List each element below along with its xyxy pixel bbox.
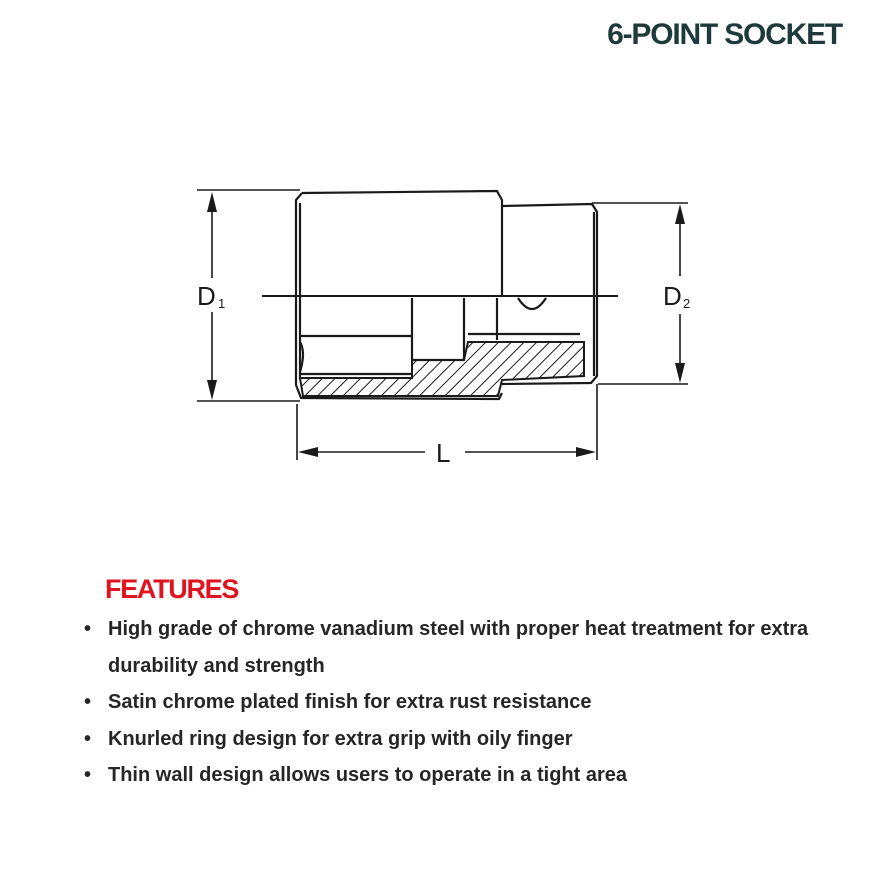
feature-text: Knurled ring design for extra grip with oily finger	[108, 727, 573, 750]
bullet-icon: •	[84, 764, 92, 786]
d1-subscript: 1	[218, 296, 226, 311]
features-list	[80, 611, 840, 794]
feature-text: Satin chrome plated finish for extra rust resistance	[108, 691, 592, 713]
feature-item	[80, 721, 840, 758]
feature-item	[80, 757, 840, 794]
socket-dimension-diagram	[190, 180, 710, 465]
feature-text: Thin wall design allows users to operate in a tight area	[108, 764, 628, 786]
page-title: 6-POINT SOCKET	[607, 18, 842, 51]
feature-text: High grade of chrome vanadium steel with proper heat treatment for extra durability and strength	[108, 618, 809, 677]
feature-item	[80, 684, 840, 721]
features-heading: FEATURES	[105, 574, 239, 604]
bullet-icon: •	[84, 618, 92, 640]
bullet-icon: •	[84, 727, 92, 750]
bullet-icon: •	[84, 691, 92, 713]
d1-label: D	[197, 281, 216, 311]
length-label: L	[436, 438, 451, 465]
feature-item	[80, 611, 840, 684]
d2-label: D	[663, 281, 682, 311]
dimension-lines	[197, 190, 691, 460]
hatched-wall	[300, 342, 584, 396]
d2-subscript: 2	[683, 296, 691, 311]
